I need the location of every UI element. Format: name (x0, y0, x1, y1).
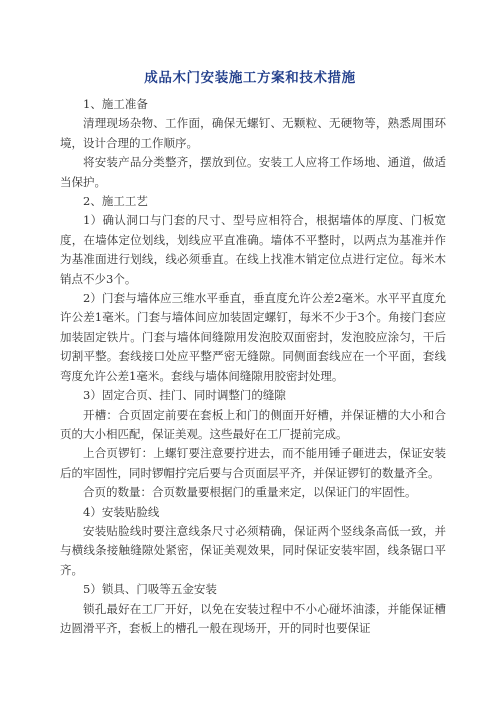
paragraph: 上合页锣钉：上螺钉要注意要拧进去，而不能用锤子砸进去，保证安装后的牢固性，同时锣帽拧完后要与合页面层平齐，并保证锣钉的数量齐全。 (60, 446, 446, 480)
document-body (60, 95, 446, 638)
sub-heading: 4）安装贴脸线 (83, 504, 160, 519)
paragraph: 1）确认洞口与门套的尺寸、型号应相符合，根据墙体的厚度、门板宽度，在墙体定位划线，划线应平直准确。墙体不平整时，以两点为基准并作为基准面进行划线，线必须垂直。在线上找准木销定位点进行定位。每米木销点不少3个。 (60, 213, 446, 286)
document-title: 成品木门安装施工方案和技术措施 (144, 70, 356, 86)
paragraph: 开槽：合页固定前要在套板上和门的侧面开好槽，并保证槽的大小和合页的大小相匹配，保证美观。这些最好在工厂提前完成。 (60, 407, 446, 441)
paragraph: 安装贴脸线时要注意线条尺寸必须精确，保证两个竖线条高低一致，并与横线条接触缝隙处紧密，保证美观效果，同时保证安装牢固，线条锯口平齐。 (60, 523, 446, 577)
section-heading: 1、施工准备 (83, 97, 148, 111)
section-heading: 2、施工工艺 (83, 194, 148, 209)
paragraph: 合页的数量：合页数量要根据门的重量来定，以保证门的牢固性。 (83, 485, 417, 500)
paragraph: 2）门套与墙体应三维水平垂直，垂直度允许公差2毫米。水平平直度允许公差1毫米。门套与墙体间应加装固定螺钉，每米不少于3个。角接门套应加装固定铁片。门套与墙体间缝隙用发泡胶双面密封，发泡胶应涂匀，干后切割平整。套线接口处应平整严密无缝隙。同侧面套线应在一个平面，套线弯度允许公差1毫米。套线与墙体间缝隙用胶密封处理。 (60, 291, 446, 383)
paragraph: 清理现场杂物、工作面，确保无螺钉、无颗粒、无硬物等，熟悉周围环境，设计合理的工作顺序。 (60, 116, 446, 150)
paragraph: 将安装产品分类整齐，摆放到位。安装工人应将工作场地、通道，做适当保护。 (60, 155, 446, 189)
sub-heading: 5）锁具、门吸等五金安装 (83, 582, 217, 597)
sub-heading: 3）固定合页、挂门、同时调整门的缝隙 (83, 388, 286, 403)
paragraph: 锁孔最好在工厂开好，以免在安装过程中不小心碰坏油漆，并能保证槽边圆滑平齐，套板上的槽孔一般在现场开，开的同时也要保证 (60, 601, 446, 635)
